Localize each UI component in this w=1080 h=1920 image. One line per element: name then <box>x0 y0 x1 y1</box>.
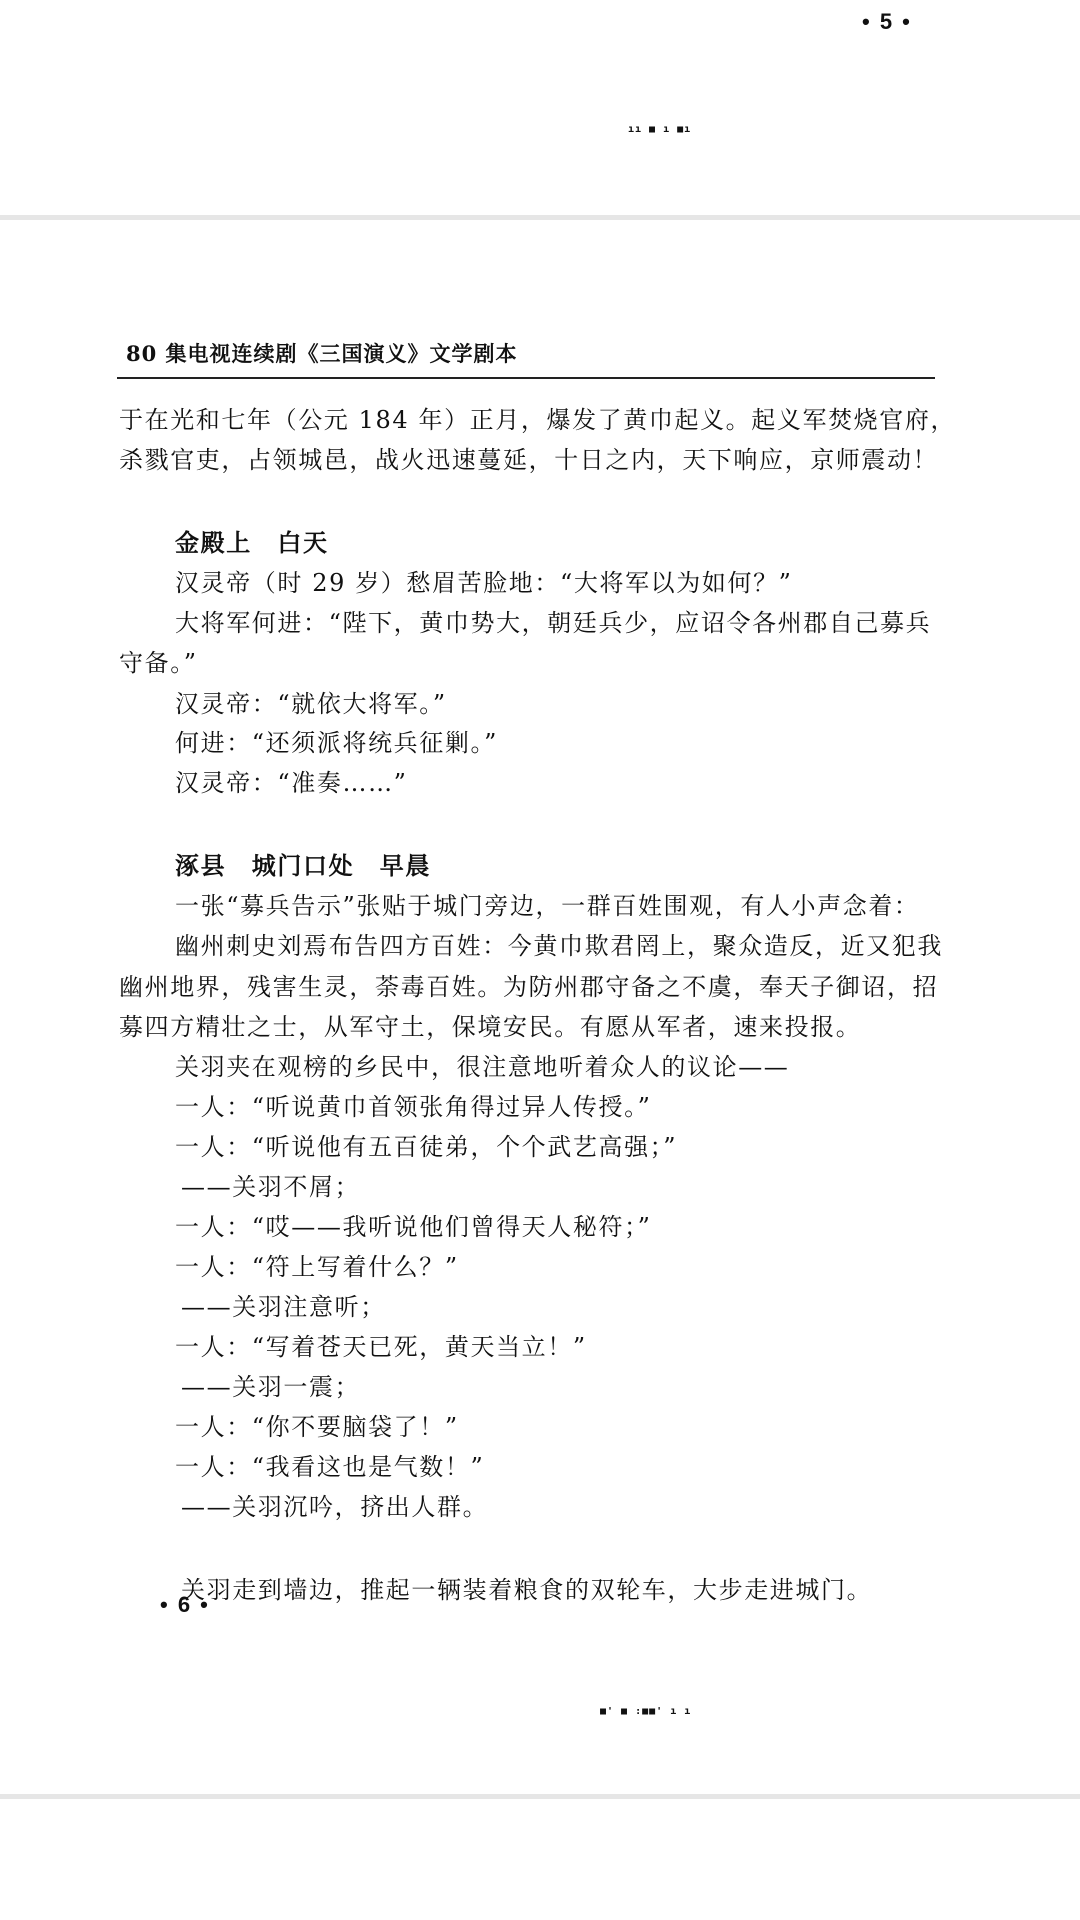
scene-heading: 涿县 城门口处 早晨 <box>175 851 431 880</box>
text-line: 于在光和七年（公元 184 年）正月，爆发了黄巾起义。起义军焚烧官府， <box>119 406 957 434</box>
page-divider-top <box>0 215 1080 220</box>
dialogue-line: 一人：“你不要脑袋了！” <box>175 1413 459 1441</box>
action-line: ——关羽沉吟，挤出人群。 <box>181 1493 489 1521</box>
notice-text-line: 幽州地界，残害生灵，荼毒百姓。为防州郡守备之不虞，奉天子御诏，招 <box>119 973 939 1001</box>
page-number-bottom: • 6 • <box>160 1592 210 1617</box>
scan-artifact-bottom: ■' ■ :■■' ı ı <box>600 1706 692 1717</box>
running-header: 80 集电视连续剧《三国演义》文学剧本 <box>126 341 518 366</box>
notice-text-line: 幽州刺史刘焉布告四方百姓：今黄巾欺君罔上，聚众造反，近又犯我 <box>175 932 943 960</box>
header-rule <box>117 377 935 379</box>
text-line: 关羽走到墙边，推起一辆装着粮食的双轮车，大步走进城门。 <box>181 1576 873 1604</box>
text-line: 一张“募兵告示”张贴于城门旁边，一群百姓围观，有人小声念着： <box>175 892 920 920</box>
text-line: 守备。” <box>119 649 198 677</box>
dialogue-line: 一人：“写着苍天已死，黄天当立！” <box>175 1333 587 1361</box>
dialogue-line: 一人：“听说他有五百徒弟，个个武艺高强；” <box>175 1133 678 1161</box>
action-line: ——关羽一震； <box>181 1373 361 1401</box>
scan-artifact-top: ıı ■ ı ■ı <box>628 124 692 135</box>
dialogue-line: 一人：“哎——我听说他们曾得天人秘符；” <box>175 1213 652 1241</box>
text-line: 汉灵帝（时 29 岁）愁眉苦脸地：“大将军以为如何？” <box>175 569 793 597</box>
text-line: 汉灵帝：“准奏……” <box>175 769 408 797</box>
dialogue-line: 一人：“听说黄巾首领张角得过异人传授。” <box>175 1093 652 1121</box>
page-divider-bottom <box>0 1794 1080 1799</box>
action-line: ——关羽注意听； <box>181 1293 386 1321</box>
text-line: 大将军何进：“陛下，黄巾势大，朝廷兵少，应诏令各州郡自己募兵 <box>175 609 932 637</box>
text-line: 关羽夹在观榜的乡民中，很注意地听着众人的议论—— <box>175 1053 790 1081</box>
notice-text-line: 募四方精壮之士，从军守土，保境安民。有愿从军者，速来投报。 <box>119 1013 862 1041</box>
action-line: ——关羽不屑； <box>181 1173 361 1201</box>
scene-heading: 金殿上 白天 <box>175 528 329 557</box>
page-number-top: • 5 • <box>862 9 912 34</box>
text-line: 杀戮官吏，占领城邑，战火迅速蔓延，十日之内，天下响应，京师震动！ <box>119 446 939 474</box>
text-line: 何进：“还须派将统兵征剿。” <box>175 729 498 757</box>
text-line: 汉灵帝：“就依大将军。” <box>175 690 447 718</box>
dialogue-line: 一人：“符上写着什么？” <box>175 1253 459 1281</box>
dialogue-line: 一人：“我看这也是气数！” <box>175 1453 485 1481</box>
